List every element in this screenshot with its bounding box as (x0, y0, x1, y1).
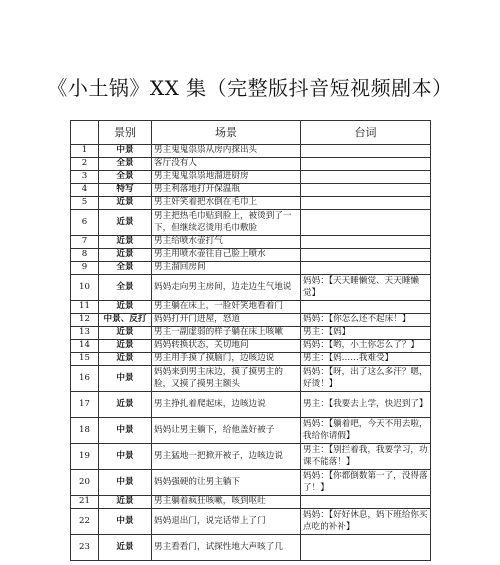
row-dialogue (301, 262, 431, 275)
document-title: 《小土锅》XX 集（完整版抖音短视频剧本） (47, 76, 453, 100)
row-number: 2 (71, 158, 99, 171)
table-row (71, 158, 431, 171)
row-shot: 近景 (99, 496, 152, 509)
row-shot: 中景 (99, 470, 152, 496)
row-scene: 妈妈打开门进屋，怒道 (152, 314, 301, 327)
row-number: 10 (71, 275, 99, 301)
row-dialogue (301, 301, 431, 314)
row-shot: 近景 (99, 249, 152, 262)
row-scene: 妈妈转换状态，关切地问 (152, 340, 301, 353)
row-scene: 妈妈退出门，说完话带上了门 (152, 509, 301, 535)
row-scene: 男主利落地打开保温瓶 (152, 184, 301, 197)
row-scene: 男主用手摸了摸脑门，边咳边说 (152, 353, 301, 366)
row-dialogue: 男主：【妈……我难受】 (301, 353, 431, 366)
row-shot: 近景 (99, 236, 152, 249)
table-row (71, 444, 431, 470)
row-dialogue (301, 197, 431, 210)
row-number: 18 (71, 418, 99, 444)
row-dialogue (301, 236, 431, 249)
row-scene: 男主挣扎着爬起床，边咳边说 (152, 392, 301, 418)
row-shot: 近景 (99, 392, 152, 418)
header-dialogue: 台词 (301, 121, 431, 145)
row-scene: 男主躺着疯狂咳嗽，咳到呕吐 (152, 496, 301, 509)
row-dialogue (301, 158, 431, 171)
row-dialogue (301, 249, 431, 262)
row-scene: 男主给喷水壶打气 (152, 236, 301, 249)
table-row (71, 314, 431, 327)
row-shot: 近景 (99, 197, 152, 210)
table-row (71, 145, 431, 158)
row-number: 11 (71, 301, 99, 314)
table-row (71, 236, 431, 249)
row-shot: 中景 (99, 418, 152, 444)
row-number: 8 (71, 249, 99, 262)
table-row (71, 535, 431, 561)
row-shot: 近景 (99, 340, 152, 353)
table-row (71, 301, 431, 314)
row-dialogue: 妈妈：【哟，小土你怎么了？】 (301, 340, 431, 353)
row-dialogue (301, 171, 431, 184)
row-dialogue: 男主：【别拦着我，我要学习，功课不能落！】 (301, 444, 431, 470)
table-row (71, 496, 431, 509)
table-row (71, 418, 431, 444)
row-dialogue: 妈妈：【好好休息，妈下班给你买点吃的补补】 (301, 509, 431, 535)
row-number: 5 (71, 197, 99, 210)
row-number: 3 (71, 171, 99, 184)
row-shot: 特写 (99, 184, 152, 197)
row-number: 22 (71, 509, 99, 535)
row-scene: 男主奸笑着把水倒在毛巾上 (152, 197, 301, 210)
row-dialogue: 妈妈：【躺着吧，今天不用去啦，我给你请假】 (301, 418, 431, 444)
row-shot: 近景 (99, 535, 152, 561)
row-number: 20 (71, 470, 99, 496)
row-scene: 男主把热毛巾贴到脸上，被烫到了一下，但继续忍烫用毛巾敷脸 (152, 210, 301, 236)
row-number: 14 (71, 340, 99, 353)
row-number: 19 (71, 444, 99, 470)
row-shot: 全景 (99, 275, 152, 301)
row-scene: 男主猛地一把掀开被子，边咳边说 (152, 444, 301, 470)
row-number: 7 (71, 236, 99, 249)
row-dialogue (301, 184, 431, 197)
row-dialogue: 妈妈：【呀，出了这么多汗？嗯，好烫！】 (301, 366, 431, 392)
row-number: 16 (71, 366, 99, 392)
row-scene: 妈妈来到男主床边，摸了摸男主的脸，又摸了摸男主额头 (152, 366, 301, 392)
table-row (71, 470, 431, 496)
table-header-row (71, 121, 431, 145)
row-scene: 男主一副虚弱的样子躺在床上咳嗽 (152, 327, 301, 340)
row-shot: 中景 (99, 145, 152, 158)
row-shot: 近景 (99, 327, 152, 340)
row-number: 6 (71, 210, 99, 236)
row-dialogue: 妈妈：【你怎么还不起床！】 (301, 314, 431, 327)
row-number: 21 (71, 496, 99, 509)
script-table (70, 120, 431, 561)
row-dialogue (301, 535, 431, 561)
row-shot: 中景 (99, 509, 152, 535)
header-shot: 景别 (99, 121, 152, 145)
row-scene: 男主用喷水壶往自己脸上喷水 (152, 249, 301, 262)
row-shot: 近景 (99, 210, 152, 236)
row-scene: 男主鬼鬼祟祟地溜进厨房 (152, 171, 301, 184)
row-number: 13 (71, 327, 99, 340)
row-dialogue: 妈妈：【天天睡懒觉、天天睡懒觉】 (301, 275, 431, 301)
row-number: 23 (71, 535, 99, 561)
row-scene: 客厅没有人 (152, 158, 301, 171)
header-scene: 场景 (152, 121, 301, 145)
row-scene: 男主看看门，试探性地大声咳了几 (152, 535, 301, 561)
table-row (71, 509, 431, 535)
table-row (71, 171, 431, 184)
header-number (71, 121, 99, 145)
row-shot: 全景 (99, 171, 152, 184)
row-number: 1 (71, 145, 99, 158)
table-row (71, 340, 431, 353)
row-dialogue: 妈妈：【你都倒数第一了，没得落了！】 (301, 470, 431, 496)
row-scene: 妈妈让男主躺下，给他盖好被子 (152, 418, 301, 444)
table-row (71, 366, 431, 392)
row-shot: 近景 (99, 301, 152, 314)
table-row (71, 275, 431, 301)
row-number: 17 (71, 392, 99, 418)
table-row (71, 262, 431, 275)
table-row (71, 210, 431, 236)
table-row (71, 353, 431, 366)
row-shot: 近景 (99, 353, 152, 366)
row-scene: 妈妈强硬的让男主躺下 (152, 470, 301, 496)
table-row (71, 197, 431, 210)
row-shot: 中景 (99, 366, 152, 392)
row-scene: 男主躺在床上，一脸奸笑地看着门 (152, 301, 301, 314)
row-number: 12 (71, 314, 99, 327)
row-number: 4 (71, 184, 99, 197)
row-shot: 中景 (99, 444, 152, 470)
row-dialogue: 男主：【妈】 (301, 327, 431, 340)
row-shot: 中景、反打 (99, 314, 152, 327)
row-scene: 男主溜回房间 (152, 262, 301, 275)
row-shot: 全景 (99, 262, 152, 275)
row-number: 15 (71, 353, 99, 366)
row-scene: 男主鬼鬼祟祟从房内探出头 (152, 145, 301, 158)
row-shot: 全景 (99, 158, 152, 171)
table-row (71, 249, 431, 262)
row-dialogue (301, 145, 431, 158)
row-dialogue: 男主：【我要去上学，快迟到了】 (301, 392, 431, 418)
row-dialogue (301, 496, 431, 509)
row-scene: 妈妈走向男主房间，边走边生气地说 (152, 275, 301, 301)
row-number: 9 (71, 262, 99, 275)
table-row (71, 327, 431, 340)
table-row (71, 184, 431, 197)
row-dialogue (301, 210, 431, 236)
table-row (71, 392, 431, 418)
